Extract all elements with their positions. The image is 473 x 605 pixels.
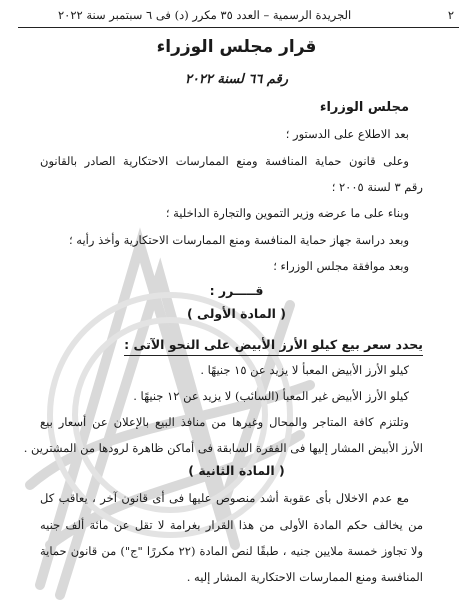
preamble-line: وبعد موافقة مجلس الوزراء ؛: [273, 259, 409, 273]
preamble-line: وعلى قانون حماية المنافسة ومنع الممارسات الاحتكارية الصادر بالقانون: [40, 154, 409, 168]
decree-title: قرار مجلس الوزراء: [156, 37, 317, 57]
article-1-line: كيلو الأرز الأبيض غير المعبأ (السائب) لا يزيد عن ١٢ جنيهًا .: [133, 389, 409, 403]
gazette-header: [20, 6, 458, 24]
article-1-line: كيلو الأرز الأبيض المعبأ لا يزيد عن ١٥ جنيهًا .: [200, 363, 409, 377]
decided-heading: قـــــرر :: [209, 283, 264, 298]
article-2-line: مع عدم الاخلال بأى عقوبة أشد منصوص عليها فى أى قانون آخر ، يعاقب كل: [40, 491, 409, 505]
article-2-line: ولا تجاوز خمسة ملايين جنيه ، طبقًا لنص المادة (٢٢ مكررًا "ج") من قانون حماية: [40, 544, 423, 558]
preamble-line: وبناء على ما عرضه وزير التموين والتجارة الداخلية ؛: [165, 206, 409, 220]
article-1-line: الأرز الأبيض المشار إليها فى الفقرة السابقة فى أماكن ظاهرة لرودها من المشترين .: [23, 441, 423, 455]
article-1-heading: ( المادة الأولى ): [186, 306, 287, 321]
article-2-heading: ( المادة الثانية ): [188, 463, 285, 478]
article-1-lead: يحدد سعر بيع كيلو الأرز الأبيض على النحو الآتى :: [124, 336, 423, 356]
article-2-line: المنافسة ومنع الممارسات الاحتكارية المشار إليه .: [186, 570, 423, 584]
page-number: ٢: [447, 8, 454, 22]
preamble-line: وبعد دراسة جهاز حماية المنافسة ومنع الممارسات الاحتكارية وأخذ رأيه ؛: [69, 233, 409, 247]
article-1-line: وتلتزم كافة المتاجر والمحال وغيرها من منافذ البيع بالإعلان عن أسعار بيع: [40, 415, 409, 429]
decree-issuer: مجلس الوزراء: [319, 100, 409, 115]
header-divider: [18, 27, 459, 28]
preamble-line: رقم ٣ لسنة ٢٠٠٥ ؛: [331, 180, 423, 194]
article-2-line: من يخالف حكم المادة الأولى من هذا القرار بغرامة لا تقل عن مائة ألف جنيه: [40, 518, 423, 532]
preamble-line: بعد الاطلاع على الدستور ؛: [285, 127, 409, 141]
decree-number: رقم ٦٦ لسنة ٢٠٢٢: [184, 72, 289, 87]
gazette-info: الجريدة الرسمية – العدد ٣٥ مكرر (د) فى ٦ سبتمبر سنة ٢٠٢٢: [58, 8, 352, 22]
